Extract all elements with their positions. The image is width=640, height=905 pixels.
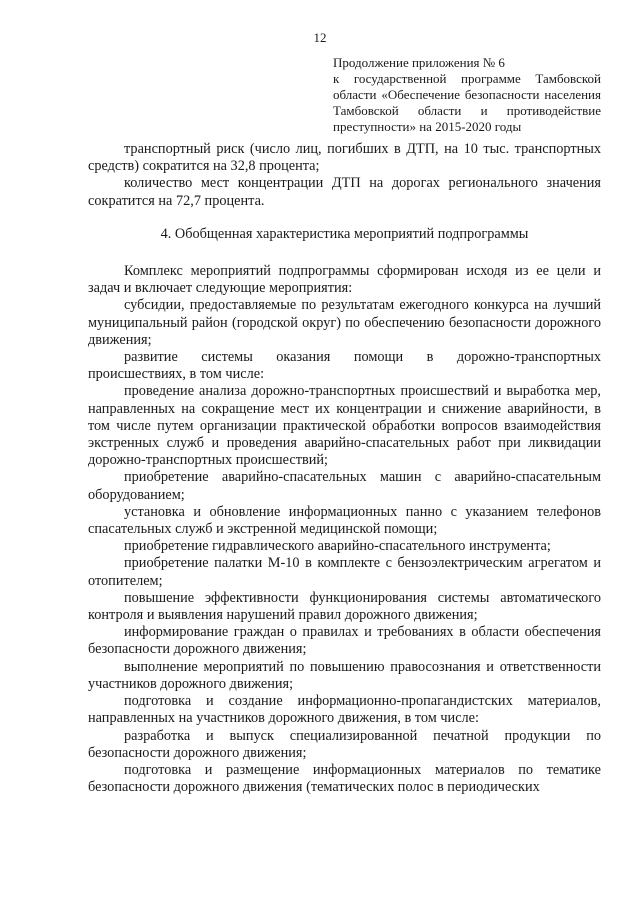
body-paragraph: приобретение аварийно-спасательных машин с аварийно-спасательным оборудованием; [88,469,601,503]
appendix-note-line: Тамбовской области и противодействие [333,103,601,118]
body-paragraph: подготовка и создание информационно-пропагандистских материалов, направленных на участников дорожного движения, в том числе: [88,693,601,727]
body-paragraph: разработка и выпуск специализированной печатной продукции по безопасности дорожного движения; [88,727,601,761]
body-paragraph: выполнение мероприятий по повышению правосознания и ответственности участников дорожного движения; [88,658,601,692]
body-paragraph: приобретение палатки М-10 в комплекте с бензоэлектрическим агрегатом и отопителем; [88,555,601,589]
appendix-note-line: к государственной программе Тамбовской [333,71,601,86]
document-body [88,141,601,796]
body-paragraph: подготовка и размещение информационных материалов по тематике безопасности дорожного движения (тематических полос в периодических [88,761,601,796]
appendix-note [333,55,601,135]
body-paragraph: приобретение гидравлического аварийно-спасательного инструмента; [124,538,551,555]
body-paragraph: субсидии, предоставляемые по результатам ежегодного конкурса на лучший муниципальный район (городской округ) по обеспечению безопасности дорожного движения; [88,297,601,348]
body-paragraph: информирование граждан о правилах и требованиях в области обеспечения безопасности дорожного движения; [88,624,601,658]
intro-paragraph: транспортный риск (число лиц, погибших в ДТП, на 10 тыс. транспортных средств) сократится на 32,8 процента; [88,141,601,175]
intro-paragraph: количество мест концентрации ДТП на дорогах регионального значения сократится на 72,7 процента. [88,175,601,209]
appendix-note-line: области «Обеспечение безопасности населения [333,87,601,102]
appendix-note-line: преступности» на 2015-2020 годы [333,119,522,134]
body-paragraph: установка и обновление информационных панно с указанием телефонов спасательных служб и экстренной медицинской помощи; [88,503,601,538]
appendix-note-line: Продолжение приложения № 6 [333,55,505,70]
body-paragraph: развитие системы оказания помощи в дорожно-транспортных происшествиях, в том числе: [88,349,601,383]
body-paragraph: повышение эффективности функционирования системы автоматического контроля и выявления нарушений правил дорожного движения; [88,589,601,624]
body-paragraph: Комплекс мероприятий подпрограммы сформирован исходя из ее цели и задач и включает следующие мероприятия: [88,263,601,297]
page-number: 12 [313,30,327,45]
section-title: 4. Обобщенная характеристика мероприятий подпрограммы [160,225,529,242]
body-paragraph: проведение анализа дорожно-транспортных происшествий и выработка мер, направленных на сокращение мест их концентрации и снижение аварийности, в том числе путем организации практической обработки вопросов взаимодействия экстренных служб и проведения аварийно-спасательных работ при ликвидации дорожно-транспортных происшествий; [88,383,601,469]
